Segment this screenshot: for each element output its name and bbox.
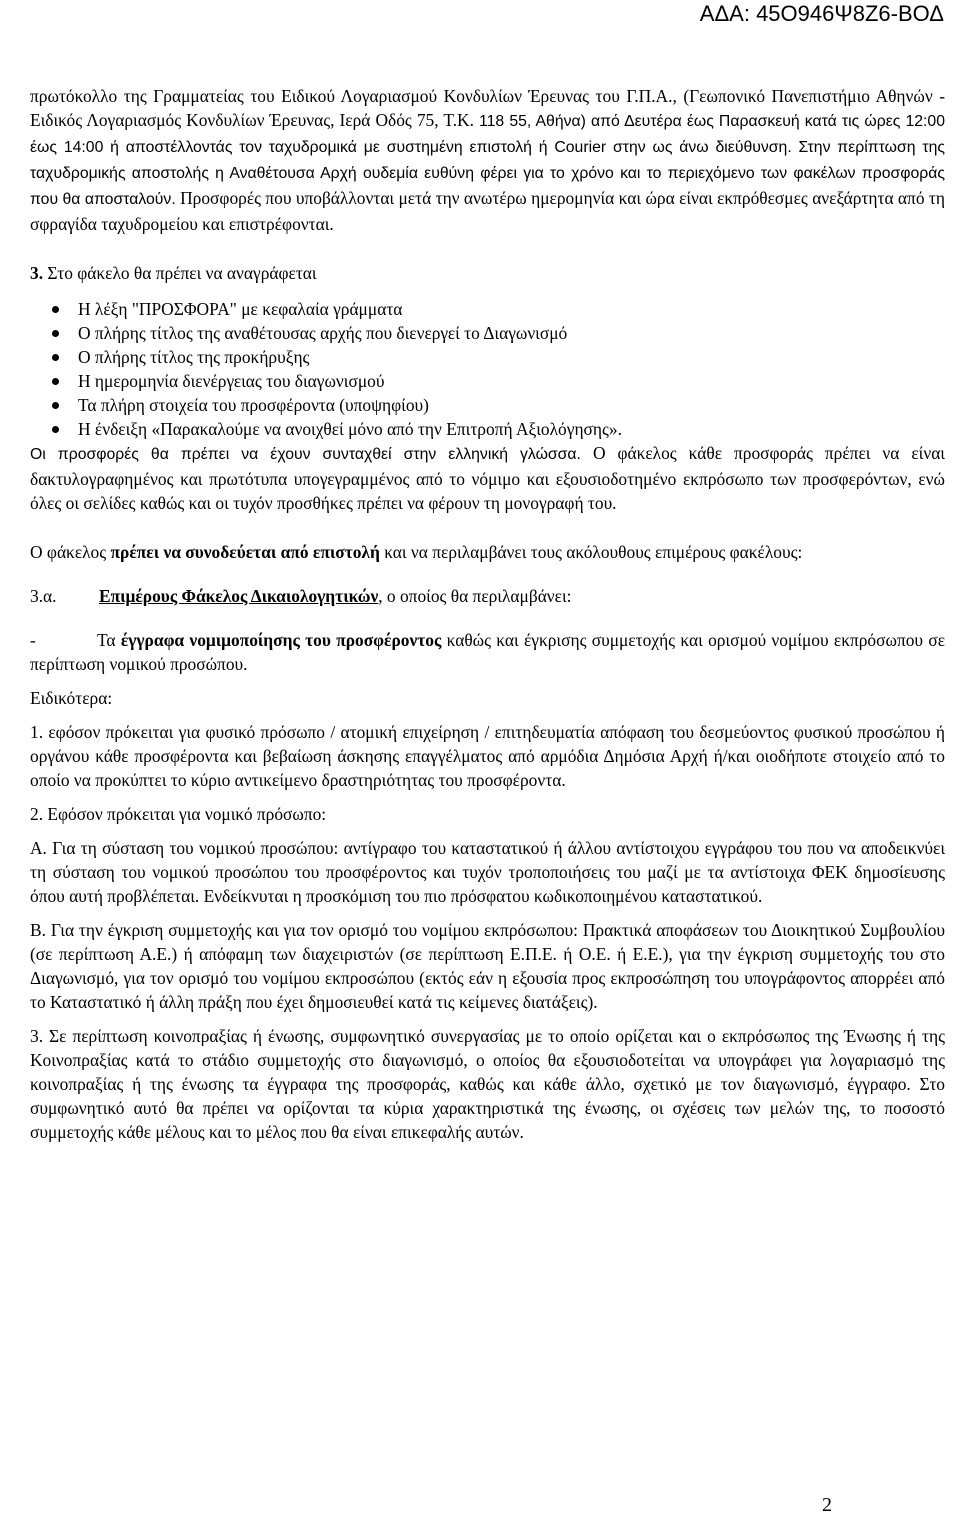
submission-text-serif: πρωτόκολλο της Γραμματείας του Ειδικού Λογαριασμού Κονδυλίων Έρευνας του Γ.Π.Α., (Γεωπονικό Πανεπιστήμιο Αθηνών - Ειδικός Λογαριασμός Κονδυλίων Έρευνας, Ιερά Οδός 75, Τ.Κ. [30, 86, 945, 130]
paragraph-legal-docs [30, 628, 945, 676]
item-2: 2. Εφόσον πρόκειται για νομικό πρόσωπο: [30, 804, 327, 824]
signature-text: Ο φάκελος κάθε προσφοράς πρέπει να είναι δακτυλογραφημένος και πρωτότυπα υπογεγραμμένος από το νόμιμο και εξουσιοδοτημένο εκπρόσωπο των προσφερόντων, ενώ όλες οι σελίδες καθώς και οι τυχόν προσθήκες πρέπει να φέρουν τη μονογραφή του. [30, 443, 945, 513]
envelope-text-bold: πρέπει να συνοδεύεται από επιστολή [110, 542, 380, 562]
envelope-text-end: και να περιλαμβάνει τους ακόλουθους επιμέρους φακέλους: [384, 542, 803, 562]
section-3-intro-text: Στο φάκελο θα πρέπει να αναγράφεται [47, 263, 317, 283]
section-3a-title: Επιμέρους Φάκελος Δικαιολογητικών [99, 586, 379, 606]
submission-text-sans: 118 55, Αθήνα) από Δευτέρα έως Παρασκευή κατά τις ώρες 12:00 έως 14:00 ή αποστέλλοντάς τον ταχυδρομικά με συστημένη επιστολή ή Courier στην ως άνω διεύθυνση. Στην περίπτωση της ταχυδρομικής αποστολής η Αναθέτουσα Αρχή ουδεμία ευθύνη φέρει για το χρόνο και το περιεχόμενο των φακέλων προσφοράς που θα αποσταλούν. [30, 113, 945, 208]
paragraph-language [30, 441, 945, 515]
section-3a-heading [30, 584, 945, 608]
item-1: 1. εφόσον πρόκειται για φυσικό πρόσωπο / ατομική επιχείρηση / επιτηδευματία απόφαση του δεσμεύοντος φυσικού προσώπου ή οργάνου κάθε προσφέροντα και βεβαίωση άσκησης επαγγέλματος από αρμόδια Δημόσια Αρχή ή/και οιοδήποτε στοιχείο από το οποίο να προκύπτει το κύριο αντικείμενο δραστηριότητας του προσφέροντα. [30, 722, 945, 790]
legal-docs-bold: έγγραφα νομιμοποίησης του προσφέροντος [120, 630, 442, 650]
paragraph-submission [30, 84, 945, 236]
ada-code: ΑΔΑ: 45Ο946Ψ8Ζ6-ΒΟΔ [699, 1, 944, 26]
item-b: Β. Για την έγκριση συμμετοχής και για τον ορισμό του νομίμου εκπρόσωπου: Πρακτικά αποφάσεων του Διοικητικού Συμβουλίου (σε περίπτωση Α.Ε.) ή απόφαμη των διαχειριστών (σε περίπτωση Ε.Π.Ε. ή Ο.Ε. ή Ε.Ε.), για την έγκριση συμμετοχής του στο Διαγωνισμό, για τον ορισμό του νομίμου εκπροσώπου (εκτός εάν η εξουσία προς εκπροσώπηση του υπογράφοντος απορρέει από το Καταστατικό ή άλλη πράξη που έχει δημοσιευθεί κατά τις κείμενες διατάξεις). [30, 920, 945, 1012]
document-page [30, 84, 945, 1144]
section-3a-number: 3.α. [30, 586, 57, 606]
list-item: Η ημερομηνία διενέργειας του διαγωνισμού [30, 369, 945, 393]
list-item: Ο πλήρης τίτλος της προκήρυξης [30, 345, 945, 369]
list-item: Η ένδειξη «Παρακαλούμε να ανοιχθεί μόνο από την Επιτροπή Αξιολόγησης». [30, 417, 945, 441]
section-3a-rest: , ο οποίος θα περιλαμβάνει: [378, 586, 572, 606]
section-3-intro [30, 261, 945, 285]
section-3-number: 3. [30, 263, 44, 283]
list-item: Η λέξη "ΠΡΟΣΦΟΡΑ" με κεφαλαία γράμματα [30, 297, 945, 321]
dash-marker: - [30, 630, 36, 650]
list-item: Τα πλήρη στοιχεία του προσφέροντα (υποψηφίου) [30, 393, 945, 417]
item-3: 3. Σε περίπτωση κοινοπραξίας ή ένωσης, συμφωνητικό συνεργασίας με το οποίο ορίζεται και ο εκπρόσωπος της Ένωσης ή της Κοινοπραξίας κατά το στάδιο συμμετοχής στο διαγωνισμό, ο οποίος θα εξουσιοδοτείται να υπογράφει για λογαριασμό της κοινοπραξίας ή της ένωσης τα έγγραφα της προσφοράς, καθώς και κάθε άλλο, σχετικό με τον διαγωνισμό, έγγραφο. Στο συμφωνητικό αυτό θα πρέπει να ορίζονται τα κύρια χαρακτηριστικά της ένωσης, οι σχέσεις των μελών της, το ποσοστό συμμετοχής κάθε μέλους και το μέλος που θα είναι επικεφαλής αυτών. [30, 1026, 945, 1142]
list-item: Ο πλήρης τίτλος της αναθέτουσας αρχής που διενεργεί το Διαγωνισμό [30, 321, 945, 345]
legal-docs-start: Τα [97, 630, 116, 650]
page-number: 2 [822, 1494, 832, 1516]
paragraph-envelope [30, 540, 945, 564]
envelope-text-start: Ο φάκελος [30, 542, 107, 562]
language-text: Οι προσφορές θα πρέπει να έχουν συνταχθεί στην ελληνική γλώσσα. [30, 446, 581, 463]
envelope-label-list [30, 297, 945, 441]
specifically-label: Ειδικότερα: [30, 688, 113, 708]
submission-text-late: Προσφορές που υποβάλλονται μετά την ανωτέρω ημερομηνία και ώρα είναι εκπρόθεσμες ανεξάρτητα από τη σφραγίδα ταχυδρομείου και επιστρέφονται. [30, 188, 945, 234]
legal-docs-end: καθώς και έγκρισης συμμετοχής και ορισμού νομίμου εκπρόσωπου σε περίπτωση νομικού προσώπου. [30, 630, 946, 674]
item-a: Α. Για τη σύσταση του νομικού προσώπου: αντίγραφο του καταστατικού ή άλλου αντίστοιχου εγγράφου του που να αποδεικνύει τη σύσταση του νομικού προσώπου του προσφέροντος και τυχόν τροποποιήσεις του μαζί με τα αντίστοιχα ΦΕΚ δημοσίευσης όπου αυτή προβλέπεται. Ενδείκνυται η προσκόμιση του πιο πρόσφατου κωδικοποιημένου καταστατικού. [30, 838, 945, 906]
